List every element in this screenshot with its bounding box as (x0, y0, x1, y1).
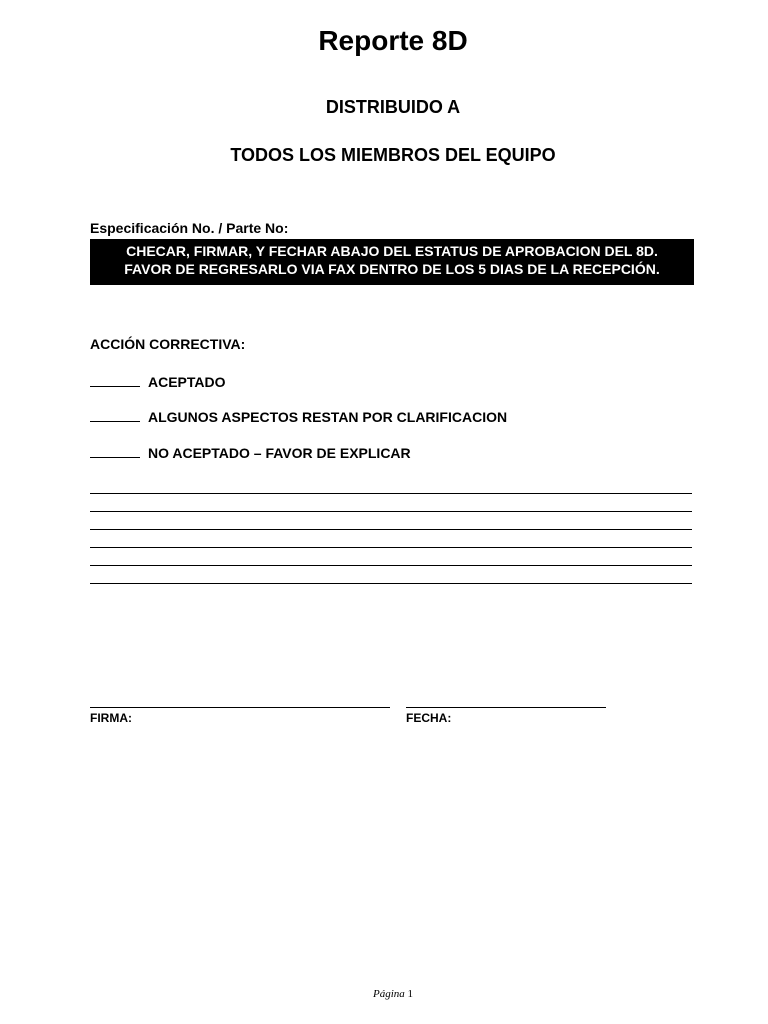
page-word: Página (372, 988, 405, 1000)
option-blank[interactable] (90, 372, 140, 387)
page-footer (0, 988, 768, 1001)
notice-box (90, 239, 694, 285)
explanation-line[interactable] (90, 529, 692, 530)
signature-line[interactable] (90, 707, 390, 708)
distributed-to: TODOS LOS MIEMBROS DEL EQUIPO (230, 145, 556, 165)
document-title: Reporte 8D (318, 25, 468, 56)
page-number: 1 (407, 988, 414, 1000)
option-not-accepted[interactable] (90, 443, 411, 462)
date-label: FECHA: (406, 711, 452, 725)
date-line[interactable] (406, 707, 606, 708)
option-blank[interactable] (90, 407, 140, 422)
signature-label: FIRMA: (90, 711, 132, 725)
option-label: ALGUNOS ASPECTOS RESTAN POR CLARIFICACION (148, 409, 508, 425)
option-blank[interactable] (90, 443, 140, 458)
explanation-line[interactable] (90, 547, 692, 548)
notice-line-1: CHECAR, FIRMAR, Y FECHAR ABAJO DEL ESTATUS DE APROBACION DEL 8D. (126, 243, 658, 259)
explanation-line[interactable] (90, 565, 692, 566)
distributed-label: DISTRIBUIDO A (325, 97, 461, 117)
notice-line-2: FAVOR DE REGRESARLO VIA FAX DENTRO DE LOS 5 DIAS DE LA RECEPCIÓN. (124, 261, 660, 277)
option-label: NO ACEPTADO – FAVOR DE EXPLICAR (148, 445, 411, 461)
option-clarification[interactable] (90, 407, 507, 426)
corrective-action-label: ACCIÓN CORRECTIVA: (90, 336, 246, 352)
explanation-line[interactable] (90, 583, 692, 584)
option-label: ACEPTADO (148, 374, 226, 390)
spec-part-label: Especificación No. / Parte No: (90, 220, 289, 236)
option-accepted[interactable] (90, 372, 226, 391)
explanation-line[interactable] (90, 511, 692, 512)
explanation-line[interactable] (90, 493, 692, 494)
